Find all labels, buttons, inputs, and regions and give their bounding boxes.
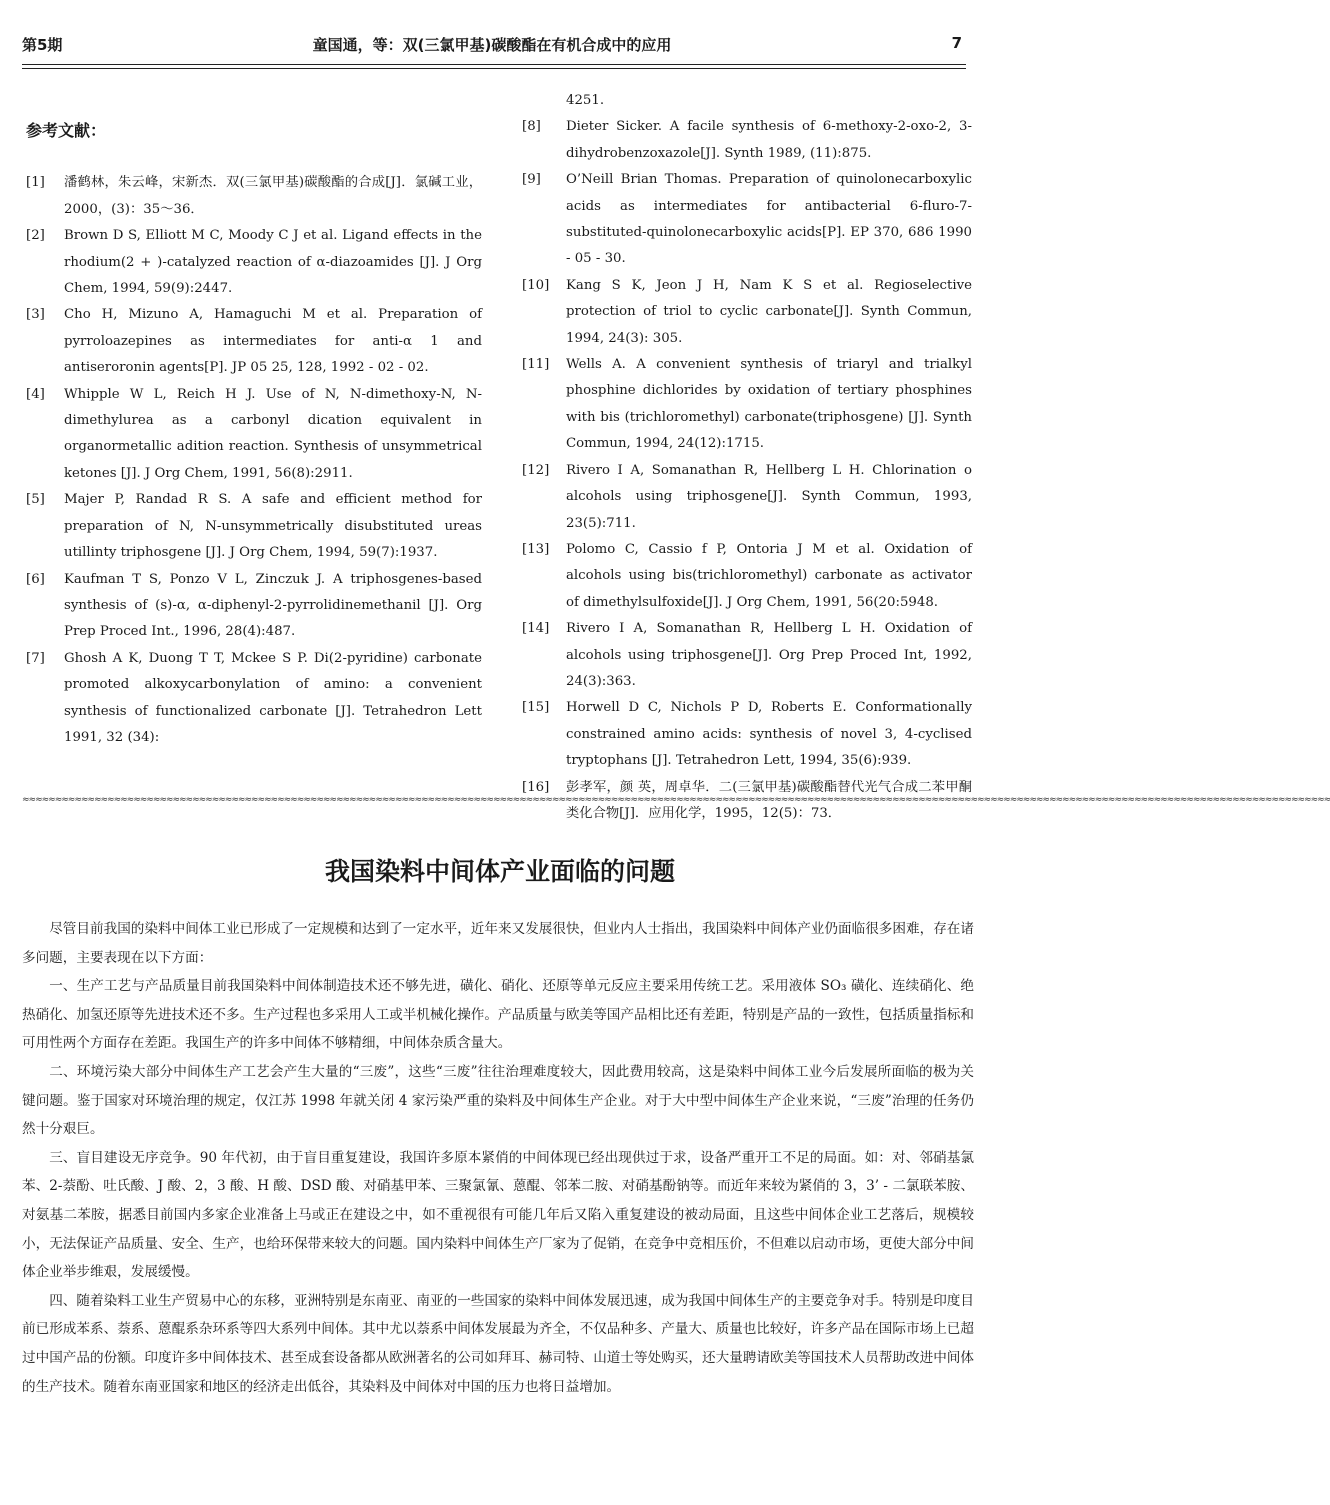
reference-number: [15]: [522, 700, 550, 716]
reference-number: [2]: [26, 228, 45, 244]
reference-number: [1]: [26, 175, 45, 191]
reference-number: [14]: [522, 621, 550, 637]
reference-item: [26, 382, 482, 488]
reference-number: [8]: [522, 119, 541, 135]
ornamental-divider: ≈≈≈≈≈≈≈≈≈≈≈≈≈≈≈≈≈≈≈≈≈≈≈≈≈≈≈≈≈≈≈≈≈≈≈≈≈≈≈≈≈≈≈≈≈≈≈≈≈≈≈≈≈≈≈≈≈≈≈≈≈≈≈≈≈≈≈≈≈≈≈≈≈≈≈≈≈≈≈≈≈≈≈≈≈≈≈≈≈≈≈≈≈≈≈≈≈≈≈≈≈≈≈≈≈≈≈≈≈≈≈≈≈≈≈≈≈≈≈≈≈≈≈≈≈≈≈≈≈≈≈≈≈≈≈≈≈≈≈≈≈≈≈≈≈≈≈≈≈≈≈≈≈≈≈≈≈≈≈≈≈≈≈≈≈≈≈≈≈≈≈≈≈≈≈≈≈≈≈≈≈≈≈≈≈≈≈≈≈≈≈≈≈≈≈≈≈≈≈≈: [22, 795, 1330, 805]
reference-text: 潘鹤林，朱云峰，宋新杰．双(三氯甲基)碳酸酯的合成[J]．氯碱工业，2000，(3)：35～36．: [64, 175, 482, 217]
reference-text: Ghosh A K, Duong T T, Mckee S P. Di(2-pyridine) carbonate promoted alkoxycarbonylation of amino: a convenient synthesis of functionalized carbonate [J]. Tetrahedron Lett 1991, 32 (34):: [64, 650, 482, 745]
article-title: 我国染料中间体产业面临的问题: [324, 857, 675, 886]
reference-number: [13]: [522, 541, 550, 557]
references-heading: 参考文献：: [26, 121, 107, 140]
reference-number: [9]: [522, 172, 541, 188]
reference-item: [522, 695, 972, 774]
references-left-column: [26, 88, 482, 751]
reference-item: [26, 646, 482, 752]
reference-number: [10]: [522, 277, 550, 293]
reference-item: [522, 616, 972, 695]
reference-text: 彭孝军，颜 英，周卓华．二(三氯甲基)碳酸酯替代光气合成二苯甲酮类化合物[J]．应用化学，1995，12(5)：73．: [566, 779, 972, 821]
reference-text: Horwell D C, Nichols P D, Roberts E. Conformationally constrained amino acids: synthesis of novel 3, 4-cyclised tryptophans [J]. Tetrahedron Lett, 1994, 35(6):939.: [566, 700, 972, 769]
reference-text: Wells A. A convenient synthesis of triaryl and trialkyl phosphine dichlorides by oxidation of tertiary phosphines with bis (trichloromethyl) carbonate(triphosgene) [J]. Synth Commun, 1994, 24(12):1715.: [566, 357, 972, 452]
reference-item: [26, 223, 482, 302]
reference-item: [522, 114, 972, 167]
reference-number: [4]: [26, 386, 45, 402]
article-paragraph: 尽管目前我国的染料中间体工业已形成了一定规模和达到了一定水平，近年来又发展很快，但业内人士指出，我国染料中间体产业仍面临很多困难，存在诸多问题，主要表现在以下方面：: [22, 921, 974, 966]
reference-text: Kaufman T S, Ponzo V L, Zinczuk J. A triphosgenes-based synthesis of (s)-α, α-diphenyl-2-pyrrolidinemethanil [J]. Org Prep Proced Int., 1996, 28(4):487.: [64, 571, 482, 640]
article-paragraph: 二、环境污染大部分中间体生产工艺会产生大量的“三废”，这些“三废”往往治理难度较大，因此费用较高，这是染料中间体工业今后发展所面临的极为关键问题。鉴于国家对环境治理的规定，仅江苏 1998 年就关闭 4 家污染严重的染料及中间体生产企业。对于大中型中间体生产企业来说，“三废”治理的任务仍然十分艰巨。: [22, 1063, 974, 1138]
running-header: [22, 34, 962, 58]
reference-item: [522, 537, 972, 616]
reference-item: [26, 487, 482, 566]
reference-text: Majer P, Randad R S. A safe and efficient method for preparation of N, N-unsymmetrically disubstituted ureas utillinty triphosgene [J]. J Org Chem, 1994, 59(7):1937.: [64, 492, 482, 561]
reference-number: [3]: [26, 307, 45, 323]
reference-number: [11]: [522, 357, 550, 373]
reference-text: Polomo C, Cassio f P, Ontoria J M et al. Oxidation of alcohols using bis(trichloromethyl) carbonate as activator of dimethylsulfoxide[J]. J Org Chem, 1991, 56(20:5948.: [566, 541, 972, 610]
reference-item: [26, 567, 482, 646]
reference-text: Cho H, Mizuno A, Hamaguchi M et al. Preparation of pyrroloazepines as intermediates for anti-α 1 and antiseroronin agents[P]. JP 05 25, 128, 1992 - 02 - 02.: [64, 307, 482, 376]
reference-text: O’Neill Brian Thomas. Preparation of quinolonecarboxylic acids as intermediates for antibacterial 6-fluro-7-substituted-quinolonecarboxylic acids[P]. EP 370, 686 1990 - 05 - 30.: [566, 172, 972, 267]
reference-text: Whipple W L, Reich H J. Use of N, N-dimethoxy-N, N-dimethylurea as a carbonyl dication equivalent in organormetallic adition reaction. Synthesis of unsymmetrical ketones [J]. J Org Chem, 1991, 56(8):2911.: [64, 386, 482, 481]
references-right-column: [522, 88, 972, 827]
reference-number: [6]: [26, 571, 45, 587]
reference-item: [522, 167, 972, 273]
reference-number: [5]: [26, 492, 45, 508]
reference-item: [26, 170, 482, 223]
article-body: [22, 915, 974, 1401]
reference-number: [12]: [522, 462, 550, 478]
article-paragraph: 三、盲目建设无序竞争。90 年代初，由于盲目重复建设，我国许多原本紧俏的中间体现已经出现供过于求，设备严重开工不足的局面。如：对、邻硝基氯苯、2-萘酚、吐氏酸、J 酸、2，3 酸、H 酸、DSD 酸、对硝基甲苯、三聚氯氰、蒽醌、邻苯二胺、对硝基酚钠等。而近年来较为紧俏的 3，3’ - 二氯联苯胺、对氨基二苯胺，据悉目前国内多家企业准备上马或正在建设之中，如不重视很有可能几年后又陷入重复建设的被动局面，且这些中间体企业工艺落后，规模较小，无法保证产品质量、安全、生产，也给环保带来较大的问题。国内染料中间体生产厂家为了促销，在竞争中竞相压价，不但难以启动市场，更使大部分中间体企业举步维艰，发展缓慢。: [22, 1149, 974, 1281]
reference-text: Brown D S, Elliott M C, Moody C J et al. Ligand effects in the rhodium(2 + )-catalyzed reaction of α-diazoamides [J]. J Org Chem, 1994, 59(9):2447.: [64, 228, 482, 297]
page-number: 7: [951, 34, 962, 52]
issue-number: 第5期: [22, 36, 63, 54]
reference-item: [522, 273, 972, 352]
reference-item: [522, 458, 972, 537]
reference-text: Dieter Sicker. A facile synthesis of 6-methoxy-2-oxo-2, 3-dihydrobenzoxazole[J]. Synth 1989, (11):875.: [566, 119, 972, 161]
reference-number: [7]: [26, 650, 45, 666]
header-rule: [22, 64, 966, 65]
reference-number: [16]: [522, 779, 550, 795]
reference-text: Kang S K, Jeon J H, Nam K S et al. Regioselective protection of triol to cyclic carbonate[J]. Synth Commun, 1994, 24(3): 305.: [566, 277, 972, 346]
article-paragraph: 一、生产工艺与产品质量目前我国染料中间体制造技术还不够先进，磺化、硝化、还原等单元反应主要采用传统工艺。采用液体 SO₃ 磺化、连续硝化、绝热硝化、加氢还原等先进技术还不多。生产过程也多采用人工或半机械化操作。产品质量与欧美等国产品相比还有差距，特别是产品的一致性，包括质量指标和可用性两个方面存在差距。我国生产的许多中间体不够精细，中间体杂质含量大。: [22, 978, 974, 1052]
reference-item: [26, 302, 482, 381]
reference-text: Rivero I A, Somanathan R, Hellberg L H. Oxidation of alcohols using triphosgene[J]. Org Prep Proced Int, 1992, 24(3):363.: [566, 621, 972, 689]
header-rule-thin: [22, 68, 966, 69]
running-title: 童国通，等：双(三氯甲基)碳酸酯在有机合成中的应用: [312, 36, 672, 54]
reference-item: [522, 352, 972, 458]
article-paragraph: 四、随着染料工业生产贸易中心的东移，亚洲特别是东南亚、南亚的一些国家的染料中间体发展迅速，成为我国中间体生产的主要竞争对手。特别是印度目前已形成苯系、萘系、蒽醌系杂环系等四大系列中间体。其中尤以萘系中间体发展最为齐全，不仅品种多、产量大、质量也比较好，许多产品在国际市场上已超过中国产品的份额。印度许多中间体技术、甚至成套设备都从欧洲著名的公司如拜耳、赫司特、山道士等处购买，还大量聘请欧美等国技术人员帮助改进中间体的生产技术。随着东南亚国家和地区的经济走出低谷，其染料及中间体对中国的压力也将日益增加。: [22, 1292, 974, 1395]
reference-continuation: 4251.: [566, 93, 605, 108]
reference-text: Rivero I A, Somanathan R, Hellberg L H. Chlorination o alcohols using triphosgene[J]. Synth Commun, 1993, 23(5):711.: [566, 462, 972, 531]
